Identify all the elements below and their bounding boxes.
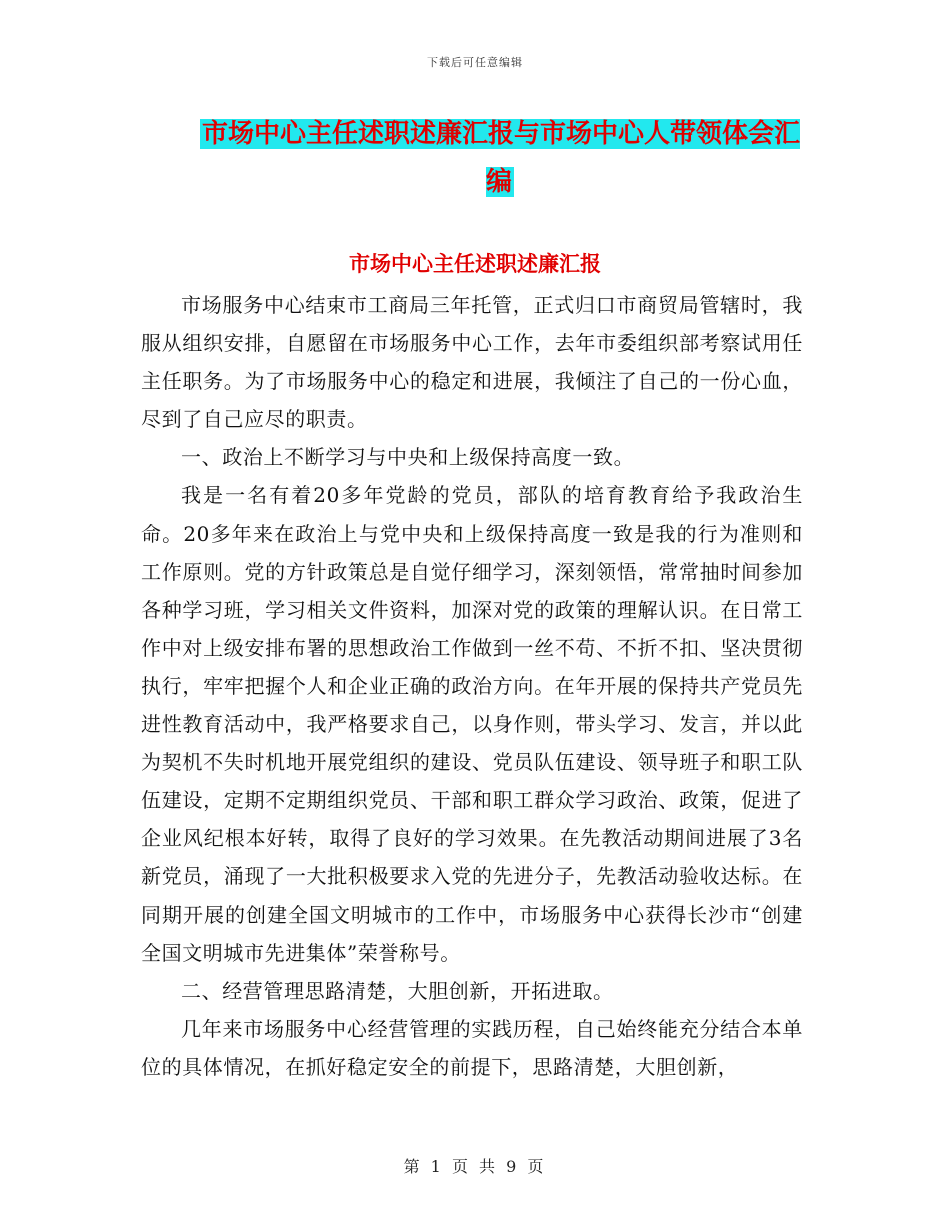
body-paragraph: 二、经营管理思路清楚，大胆创新，开拓进取。 (181, 978, 614, 1003)
body-paragraph: 几年来市场服务中心经营管理的实践历程，自己始终能充分结合本单位的具体情况，在抓好稳定安全的前提下，思路清楚，大胆创新， (141, 1016, 803, 1079)
document-title (190, 110, 810, 206)
section-title: 市场中心主任述职述廉汇报 (349, 251, 601, 276)
document-body (141, 286, 803, 1086)
body-paragraph: 我是一名有着20多年党龄的党员，部队的培育教育给予我政治生命。20多年来在政治上与党中央和上级保持高度一致是我的行为准则和工作原则。党的方针政策总是自觉仔细学习，深刻领悟，常常抽时间参加各种学习班，学习相关文件资料，加深对党的政策的理解认识。在日常工作中对上级安排布署的思想政治工作做到一丝不苟、不折不扣、坚决贯彻执行，牢牢把握个人和企业正确的政治方向。在年开展的保持共产党员先进性教育活动中，我严格要求自己，以身作则，带头学习、发言，并以此为契机不失时机地开展党组织的建设、党员队伍建设、领导班子和职工队伍建设，定期不定期组织党员、干部和职工群众学习政治、政策，促进了企业风纪根本好转，取得了良好的学习效果。在先教活动期间进展了3名新党员，涌现了一大批积极要求入党的先进分子，先教活动验收达标。在同期开展的创建全国文明城市的工作中，市场服务中心获得长沙市“创建全国文明城市先进集体”荣誉称号。 (141, 483, 803, 965)
document-title-text: 市场中心主任述职述廉汇报与市场中心人带领体会汇编 (201, 119, 800, 197)
body-paragraph: 市场服务中心结束市工商局三年托管，正式归口市商贸局管辖时，我服从组织安排，自愿留在市场服务中心工作，去年市委组织部考察试用任主任职务。为了市场服务中心的稳定和进展，我倾注了自己的一份心血，尽到了自己应尽的职责。 (141, 293, 803, 432)
page-header-note: 下载后可任意编辑 (427, 56, 523, 69)
page-number-footer: 第 1 页 共 9 页 (403, 1157, 547, 1176)
body-paragraph: 一、政治上不断学习与中央和上级保持高度一致。 (181, 445, 635, 470)
